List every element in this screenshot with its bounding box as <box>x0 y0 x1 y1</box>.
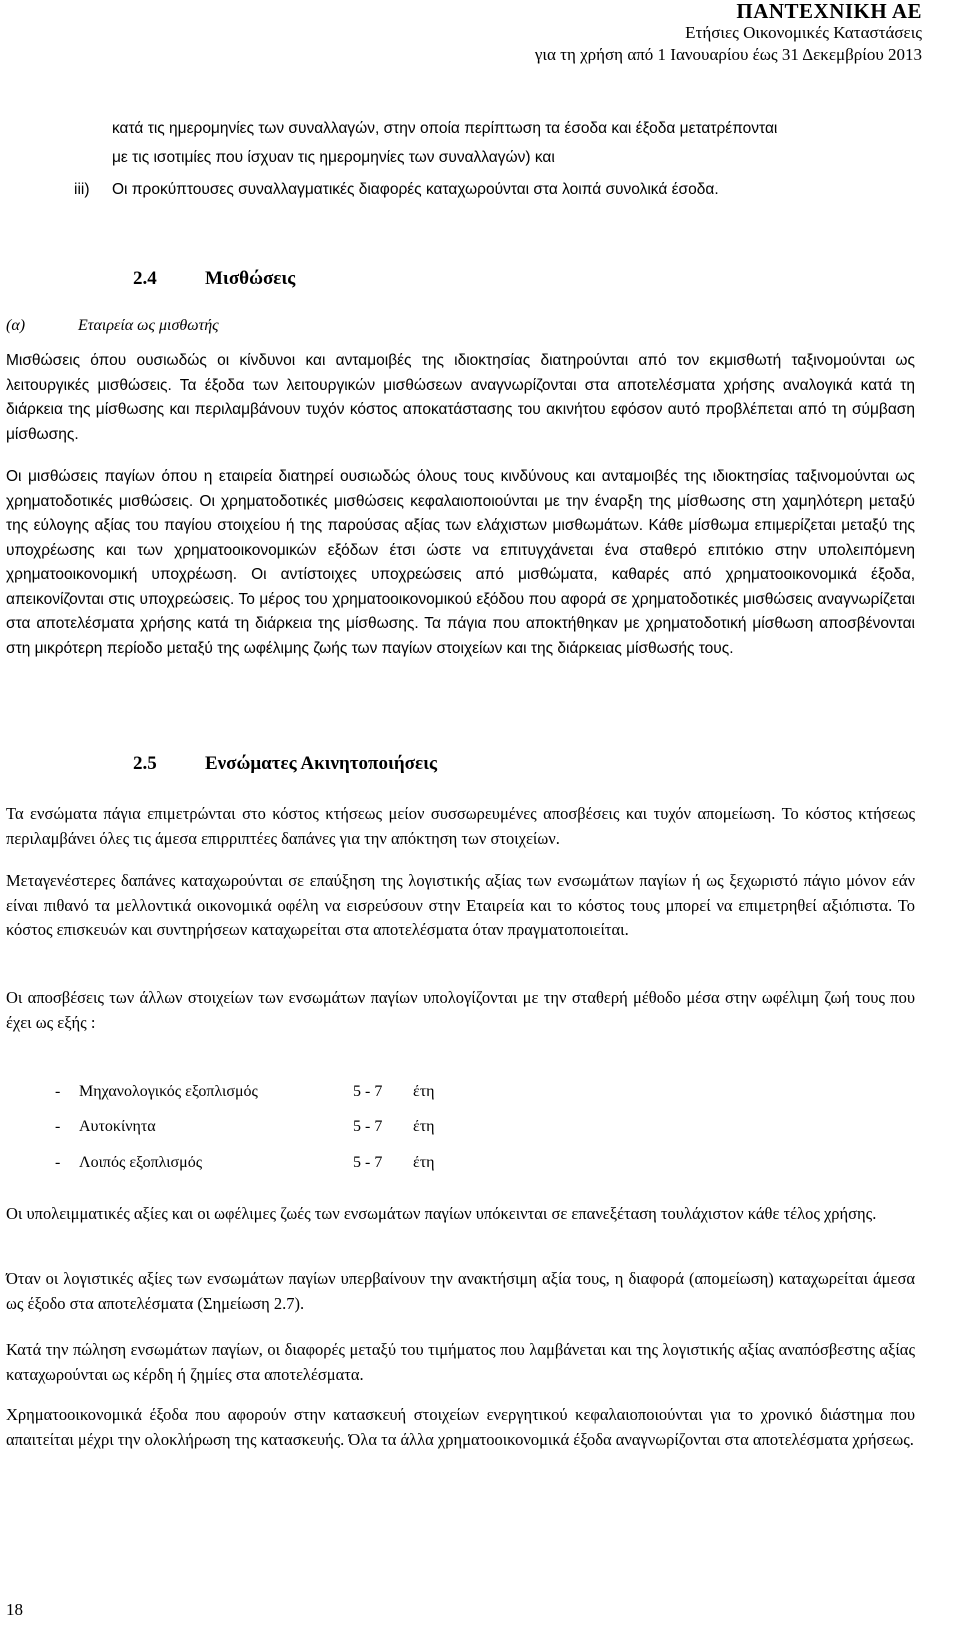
life-unit: έτη <box>413 1118 435 1135</box>
continuation-line-2: με τις ισοτιμίες που ίσχυαν τις ημερομηνίες των συναλλαγών) και <box>112 149 555 166</box>
subsection-title: Εταιρεία ως μισθωτής <box>78 317 219 334</box>
section-title: Μισθώσεις <box>205 268 296 289</box>
paragraph: Όταν οι λογιστικές αξίες των ενσωμάτων παγίων υπερβαίνουν την ανακτήσιμη αξία τους, η διαφορά (απομείωση) καταχωρείται άμεσα ως έξοδο στα αποτελέσματα (Σημείωση 2.7). <box>6 1269 915 1313</box>
paragraph: Τα ενσώματα πάγια επιμετρώνται στο κόστος κτήσεως μείον συσσωρευμένες αποσβέσεις και τυχόν απομείωση. Το κόστος κτήσεως περιλαμβάνει όλες τις άμεσα επιρριπτέες δαπάνες για την απόκτηση των στοιχείων. <box>6 804 915 848</box>
list-item-iii <box>74 178 719 202</box>
paragraph: Χρηματοοικονομικά έξοδα που αφορούν στην κατασκευή στοιχείων ενεργητικού κεφαλαιοποιούνται για το χρονικό διάστημα που απαιτείται μέχρι την ολοκλήρωση της κατασκευής. Όλα τα άλλα χρηματοοικονομικά έξοδα αναγνωρίζονται στα αποτελέσματα χρήσεως. <box>6 1405 915 1449</box>
section-title: Ενσώματες Ακινητοποιήσεις <box>205 753 437 774</box>
subsection-heading-a <box>6 317 219 335</box>
page-header <box>535 0 922 66</box>
section-heading-2-4 <box>133 268 295 290</box>
life-unit: έτη <box>413 1083 435 1100</box>
section-number: 2.5 <box>133 753 157 774</box>
paragraph: Οι μισθώσεις παγίων όπου η εταιρεία διατηρεί ουσιωδώς όλους τους κινδύνους και ανταμοιβές της ιδιοκτησίας ταξινομούνται ως χρηματοδοτικές μισθώσεις. Οι χρηματοδοτικές μισθώσεις κεφαλαιοποιούνται με την έναρξη της μίσθωσης στη χαμηλότερη μεταξύ της εύλογης αξίας του παγίου στοιχείου ή της παρούσας αξίας των ελάχιστων μισθωμάτων. Κάθε μίσθωμα επιμερίζεται μεταξύ της υποχρέωσης και των χρηματοοικονομικών εξόδων έτσι ώστε να επιτυγχάνεται ένα σταθερό επιτόκιο στην υπολειπόμενη χρηματοοικονομική υποχρέωση. Οι αντίστοιχες υποχρεώσεις από μισθώματα, καθαρές από χρηματοοικονομικά έξοδα, απεικονίζονται στις υποχρεώσεις. Το μέρος του χρηματοοικονομικού εξόδου που αφορά σε χρηματοδοτικές μισθώσεις αναγνωρίζεται στα αποτελέσματα χρήσης κατά τη διάρκεια της μίσθωσης. Τα πάγια που αποκτήθηκαν με χρηματοδοτική μίσθωση αποσβένονται στη μικρότερη περίοδο μεταξύ της ωφέλιμης ζωής των παγίων στοιχείων και της διάρκειας μίσθωσής τους. <box>6 468 915 657</box>
section-number: 2.4 <box>133 268 157 289</box>
paragraph: Μισθώσεις όπου ουσιωδώς οι κίνδυνοι και ανταμοιβές της ιδιοκτησίας διατηρούνται από τον εκμισθωτή ταξινομούνται ως λειτουργικές μισθώσεις. Τα έξοδα των λειτουργικών μισθώσεων αναγνωρίζονται στα αποτελέσματα χρήσης αναλογικά κατά τη διάρκεια της μίσθωσης και περιλαμβάνουν τυχόν κόστος αποκατάστασης του ακινήτου εφόσον αυτό προβλέπεται από τη σύμβαση μίσθωσης. <box>6 352 915 443</box>
list-item-text: Οι προκύπτουσες συναλλαγματικές διαφορές καταχωρούνται στα λοιπά συνολικά έσοδα. <box>112 181 719 198</box>
list-dash: - <box>55 1118 61 1135</box>
asset-name: Μηχανολογικός εξοπλισμός <box>79 1083 258 1100</box>
page-number: 18 <box>6 1600 23 1619</box>
continuation-line-1: κατά τις ημερομηνίες των συναλλαγών, στην οποία περίπτωση τα έσοδα και έξοδα μετατρέπονται <box>112 120 778 137</box>
life-unit: έτη <box>413 1154 435 1171</box>
section-heading-2-5 <box>133 753 437 775</box>
life-range: 5 - 7 <box>353 1083 383 1100</box>
subsection-marker: (α) <box>6 317 26 334</box>
life-range: 5 - 7 <box>353 1154 383 1171</box>
list-marker: iii) <box>74 181 90 198</box>
list-dash: - <box>55 1083 61 1100</box>
company-name: ΠΑΝΤΕΧΝΙΚΗ ΑΕ <box>736 0 922 23</box>
asset-name: Λοιπός εξοπλισμός <box>79 1154 203 1171</box>
report-title: Ετήσιες Οικονομικές Καταστάσεις <box>685 23 922 42</box>
asset-name: Αυτοκίνητα <box>79 1118 156 1135</box>
paragraph: Οι υπολειμματικές αξίες και οι ωφέλιμες ζωές των ενσωμάτων παγίων υπόκεινται σε επανεξέταση τουλάχιστον κάθε τέλος χρήσης. <box>6 1204 877 1223</box>
report-period: για τη χρήση από 1 Ιανουαρίου έως 31 Δεκεμβρίου 2013 <box>534 45 922 64</box>
paragraph: Κατά την πώληση ενσωμάτων παγίων, οι διαφορές μεταξύ του τιμήματος που λαμβάνεται και της λογιστικής αξίας αναπόσβεστης αξίας καταχωρούνται ως κέρδη ή ζημίες στα αποτελέσματα. <box>6 1340 915 1384</box>
life-range: 5 - 7 <box>353 1118 383 1135</box>
list-dash: - <box>55 1154 61 1171</box>
paragraph: Μεταγενέστερες δαπάνες καταχωρούνται σε επαύξηση της λογιστικής αξίας των ενσωμάτων παγίων ή ως ξεχωριστό πάγιο μόνον εάν είναι πιθανό τα μελλοντικά οικονομικά οφέλη να εισρεύσουν στην Εταιρεία και το κόστος τους μπορεί να επιμετρηθεί αξιόπιστα. Το κόστος επισκευών και συντηρήσεων καταχωρείται στα αποτελέσματα όταν πραγματοποιείται. <box>6 871 915 939</box>
continuation-text <box>112 117 777 170</box>
paragraph: Οι αποσβέσεις των άλλων στοιχείων των ενσωμάτων παγίων υπολογίζονται με την σταθερή μέθοδο μέσα στην ωφέλιμη ζωή τους που έχει ως εξής : <box>6 988 915 1032</box>
